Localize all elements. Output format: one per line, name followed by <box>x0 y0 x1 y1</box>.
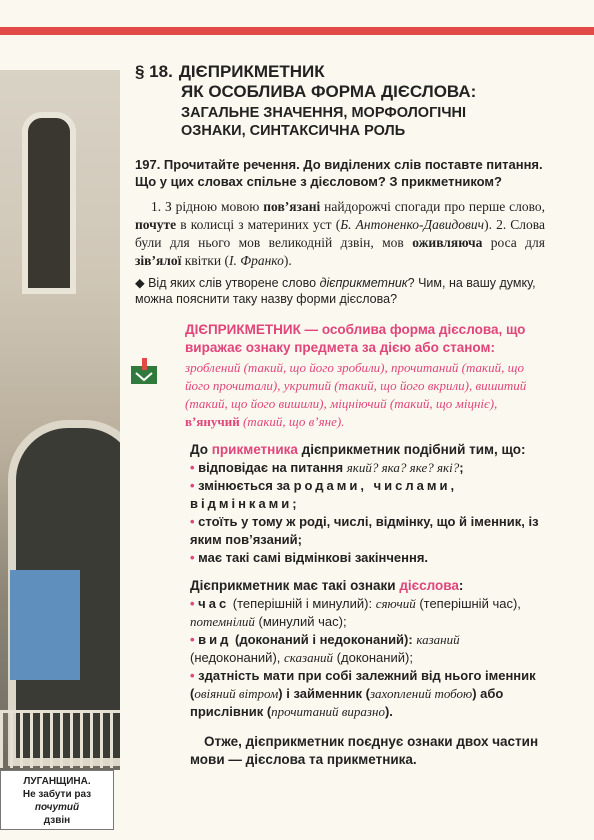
adjective-similarity-intro: До прикметника дієприкметник подібний тим, що: <box>190 442 526 457</box>
photo-sky <box>10 570 80 680</box>
exercise-text: 1. З рідною мовою пов’язані найдорожчі спогади про перше слово, почуте в колисці з материних уст (Б. Антоненко-Давидович). 2. Слова були для нього мов великодній дзвін, мов оживляюча роса для зів’ялої квітки (І. Франко). <box>135 199 545 268</box>
section-title-line2: ЯК ОСОБЛИВА ФОРМА ДІЄСЛОВА: <box>181 82 477 101</box>
caption-line2: Не забути раз почутий <box>22 789 92 813</box>
photo-caption <box>0 770 114 830</box>
section-subtitle: ЗАГАЛЬНЕ ЗНАЧЕННЯ, МОРФОЛОГІЧНІ ОЗНАКИ, СИНТАКСИЧНА РОЛЬ <box>181 105 467 139</box>
photo-railing <box>0 710 120 768</box>
adjective-bullet: • відповідає на питання який? яка? яке? які?; <box>190 460 464 475</box>
section-title: § 18. ДІЄПРИКМЕТНИК <box>135 62 325 81</box>
adjective-bullet: • змінюється за родами, числами, відмінками; <box>190 478 458 511</box>
photo-window <box>22 112 76 294</box>
conclusion: Отже, дієприкметник поєднує ознаки двох частин мови — дієслова та прикметника. <box>190 734 539 767</box>
caption-line3: дзвін <box>43 815 71 826</box>
verb-bullet-aspect: • вид (доконаний і недоконаний): казаний (недоконаний), сказаний (доконаний); <box>190 632 460 665</box>
top-color-bar <box>0 27 594 35</box>
definition-examples: зроблений (такий, що його зробили), прочитаний (такий, що його прочитали), укритий (такий, що його вкрили), вишитий (такий, що його вишили), міцніючий (такий, що міцніє), в’янучий (такий, що в’яне). <box>185 360 527 429</box>
church-bell-tower-photo <box>0 70 120 770</box>
adjective-bullet: • стоїть у тому ж роді, числі, відмінку, що й іменник, із яким пов’язаний; <box>190 514 539 547</box>
exercise-task: 197. Прочитайте речення. До виділених слів поставте питання. Що у цих словах спільне з дієсловом? З прикметником? <box>135 157 543 189</box>
definition-text: ДІЄПРИКМЕТНИК — особлива форма дієслова, що виражає ознаку предмета за дією або станом: <box>185 322 526 355</box>
exercise-question: ◆ Від яких слів утворене слово дієприкметник? Чим, на вашу думку, можна пояснити таку назву форми дієслова? <box>135 276 536 306</box>
verb-bullet-dependency: • здатність мати при собі залежний від нього іменник (овіяний вітром) і займенник (захоплений тобою) або прислівник (прочитаний виразно). <box>190 668 536 719</box>
caption-region: ЛУГАНЩИНА. <box>23 776 91 787</box>
definition-block <box>135 321 545 431</box>
main-content <box>135 62 545 769</box>
adjective-bullet: • має такі самі відмінкові закінчення. <box>190 550 429 565</box>
verb-features-intro: Дієприкметник має такі ознаки дієслова: <box>190 578 464 593</box>
verb-bullet-tense: • час (теперішній і минулий): сяючий (теперішній час), потемнілий (минулий час); <box>190 596 521 629</box>
